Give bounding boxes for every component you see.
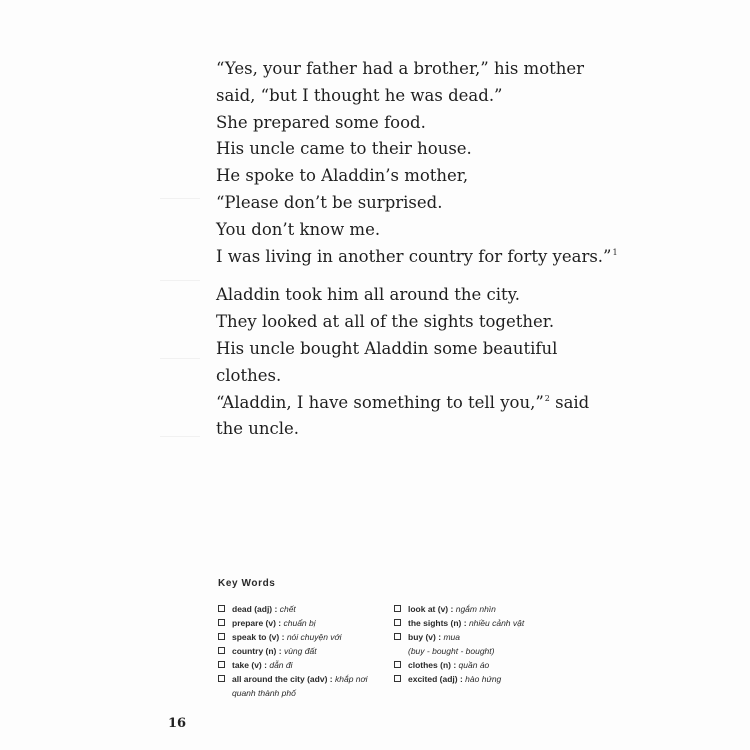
key-word-term: speak to (v) : bbox=[232, 632, 285, 642]
checkbox-icon bbox=[218, 661, 225, 668]
story-line: Aladdin took him all around the city. bbox=[216, 285, 520, 305]
key-word-continuation bbox=[218, 686, 388, 700]
key-word-meaning: khắp nơi bbox=[334, 674, 368, 684]
story-line: She prepared some food. bbox=[216, 112, 426, 132]
checkbox-icon bbox=[218, 619, 225, 626]
story-line: said, “but I thought he was dead.” bbox=[216, 85, 503, 105]
key-word-item bbox=[218, 602, 388, 616]
story-line: His uncle bought Aladdin some beautiful bbox=[216, 338, 558, 358]
key-words-left-column bbox=[218, 602, 388, 700]
key-word-item bbox=[218, 672, 388, 686]
key-word-item bbox=[394, 616, 574, 630]
footnote-marker: 1 bbox=[612, 248, 618, 258]
story-line-tail: said bbox=[549, 392, 590, 412]
key-words-right-column bbox=[394, 602, 574, 686]
checkbox-icon bbox=[394, 605, 401, 612]
margin-mark bbox=[160, 436, 200, 437]
key-word-item bbox=[218, 658, 388, 672]
margin-mark bbox=[160, 280, 200, 281]
story-line: You don’t know me. bbox=[216, 219, 381, 239]
key-word-meaning: chuẩn bị bbox=[283, 618, 316, 628]
key-word-meaning: dẫn đi bbox=[269, 660, 293, 670]
story-line-with-footnote bbox=[216, 244, 636, 271]
margin-mark bbox=[160, 358, 200, 359]
story-line: “Please don’t be surprised. bbox=[216, 192, 443, 212]
checkbox-icon bbox=[394, 633, 401, 640]
footnote-marker: 2 bbox=[544, 394, 550, 404]
key-word-continuation bbox=[394, 644, 574, 658]
key-word-term: buy (v) : bbox=[408, 632, 442, 642]
key-word-meaning: nói chuyện với bbox=[286, 632, 342, 642]
key-word-meaning: nhiều cảnh vật bbox=[468, 618, 525, 628]
key-word-item bbox=[394, 630, 574, 644]
key-word-meaning: quần áo bbox=[458, 660, 490, 670]
story-line: His uncle came to their house. bbox=[216, 139, 472, 159]
margin-mark bbox=[160, 198, 200, 199]
checkbox-icon bbox=[394, 675, 401, 682]
key-word-term: dead (adj) : bbox=[232, 604, 278, 614]
story-line: They looked at all of the sights together. bbox=[216, 312, 555, 332]
story-line: I was living in another country for forty years.” bbox=[216, 246, 612, 266]
page-number: 16 bbox=[168, 716, 187, 731]
key-word-item bbox=[394, 658, 574, 672]
story-line: “Aladdin, I have something to tell you,” bbox=[216, 392, 544, 412]
key-word-meaning: (buy - bought - bought) bbox=[408, 646, 495, 656]
checkbox-icon bbox=[394, 619, 401, 626]
story-line: “Yes, your father had a brother,” his mother bbox=[216, 59, 585, 78]
key-word-meaning: vùng đất bbox=[283, 646, 317, 656]
key-word-item bbox=[218, 616, 388, 630]
key-word-term: all around the city (adv) : bbox=[232, 674, 333, 684]
key-word-term: excited (adj) : bbox=[408, 674, 463, 684]
key-word-meaning: hào hứng bbox=[465, 674, 502, 684]
story-line: He spoke to Aladdin’s mother, bbox=[216, 166, 469, 186]
story-line-with-footnote bbox=[216, 390, 636, 417]
story-line: clothes. bbox=[216, 365, 282, 385]
key-word-term: prepare (v) : bbox=[232, 618, 282, 628]
key-word-meaning: quanh thành phố bbox=[232, 688, 296, 698]
key-word-item bbox=[218, 630, 388, 644]
key-word-term: country (n) : bbox=[232, 646, 282, 656]
key-word-meaning: ngắm nhìn bbox=[455, 604, 496, 614]
margin-shading bbox=[160, 0, 200, 750]
key-word-term: look at (v) : bbox=[408, 604, 454, 614]
checkbox-icon bbox=[394, 661, 401, 668]
checkbox-icon bbox=[218, 675, 225, 682]
key-word-term: take (v) : bbox=[232, 660, 267, 670]
checkbox-icon bbox=[218, 633, 225, 640]
checkbox-icon bbox=[218, 605, 225, 612]
key-words-title: Key Words bbox=[218, 578, 276, 589]
key-word-term: clothes (n) : bbox=[408, 660, 457, 670]
story-text bbox=[216, 56, 636, 443]
key-word-meaning: chết bbox=[279, 604, 296, 614]
checkbox-icon bbox=[218, 647, 225, 654]
key-word-item bbox=[218, 644, 388, 658]
key-word-item bbox=[394, 602, 574, 616]
key-word-item bbox=[394, 672, 574, 686]
story-line: the uncle. bbox=[216, 419, 300, 439]
key-word-meaning: mua bbox=[443, 632, 460, 642]
key-word-term: the sights (n) : bbox=[408, 618, 467, 628]
key-words-box bbox=[218, 578, 598, 712]
